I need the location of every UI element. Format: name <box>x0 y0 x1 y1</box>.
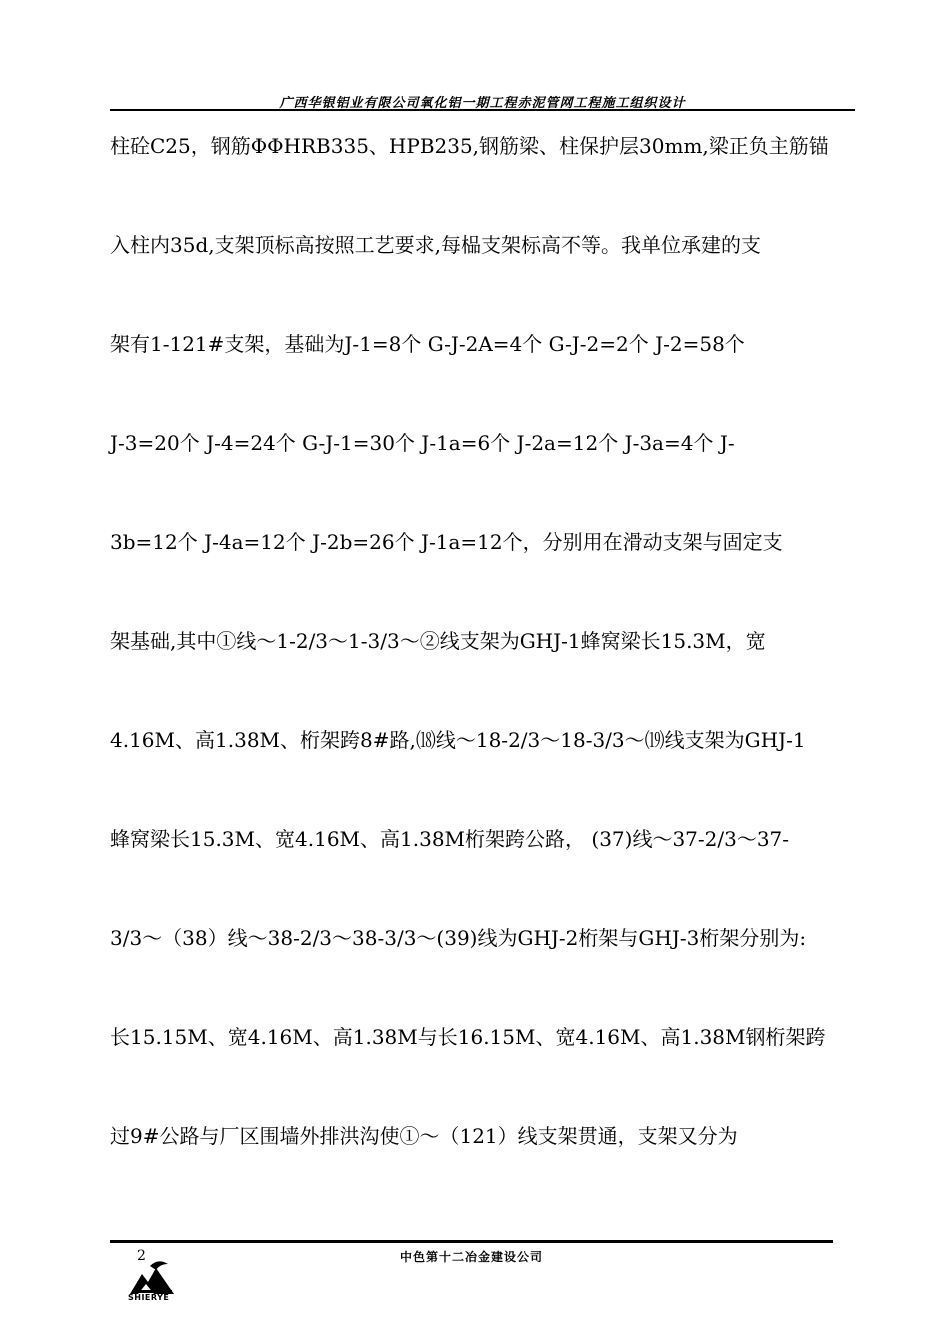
header-divider <box>110 109 855 111</box>
body-text <box>110 118 855 1207</box>
body-line: 4.16M、高1.38M、桁架跨8#路,⒅线～18-2/3～18-3/3～⒆线支架为GHJ-1 <box>110 728 806 752</box>
body-line: 入柱内35d,支架顶标高按照工艺要求,每榀支架标高不等。我单位承建的支 <box>110 233 761 257</box>
body-line: 3b=12个 J-4a=12个 J-2b=26个 J-1a=12个，分别用在滑动支架与固定支 <box>110 530 783 554</box>
body-line: J-3=20个 J-4=24个 G-J-1=30个 J-1a=6个 J-2a=12个 J-3a=4个 J- <box>110 431 735 455</box>
body-line: 蜂窝梁长15.3M、宽4.16M、高1.38M桁架跨公路， (37)线～37-2/3～37- <box>110 827 790 851</box>
body-line: 3/3～（38）线～38-2/3～38-3/3～(39)线为GHJ-2桁架与GHJ-3桁架分别为: <box>110 926 807 950</box>
footer-divider <box>110 1240 833 1243</box>
page-number: 2 <box>137 1248 146 1264</box>
body-line: 架有1-121#支架，基础为J-1=8个 G-J-2A=4个 G-J-2=2个 J-2=58个 <box>110 332 745 356</box>
company-logo-icon <box>128 1256 176 1296</box>
footer-company-name: 中色第十二冶金建设公司 <box>399 1250 543 1264</box>
body-line: 过9#公路与厂区围墙外排洪沟使①～（121）线支架贯通，支架又分为 <box>110 1124 738 1148</box>
body-line: 长15.15M、宽4.16M、高1.38M与长16.15M、宽4.16M、高1.38M钢桁架跨 <box>110 1025 826 1049</box>
body-line: 架基础,其中①线～1-2/3～1-3/3～②线支架为GHJ-1蜂窝梁长15.3M，宽 <box>110 629 766 653</box>
page-header-title: 广西华银铝业有限公司氧化铝一期工程赤泥管网工程施工组织设计 <box>279 96 686 111</box>
logo-text: SHIERYE <box>128 1293 170 1302</box>
body-line: 柱砼C25，钢筋ΦΦHRB335、HPB235,钢筋梁、柱保护层30mm,梁正负主筋锚 <box>110 134 829 158</box>
